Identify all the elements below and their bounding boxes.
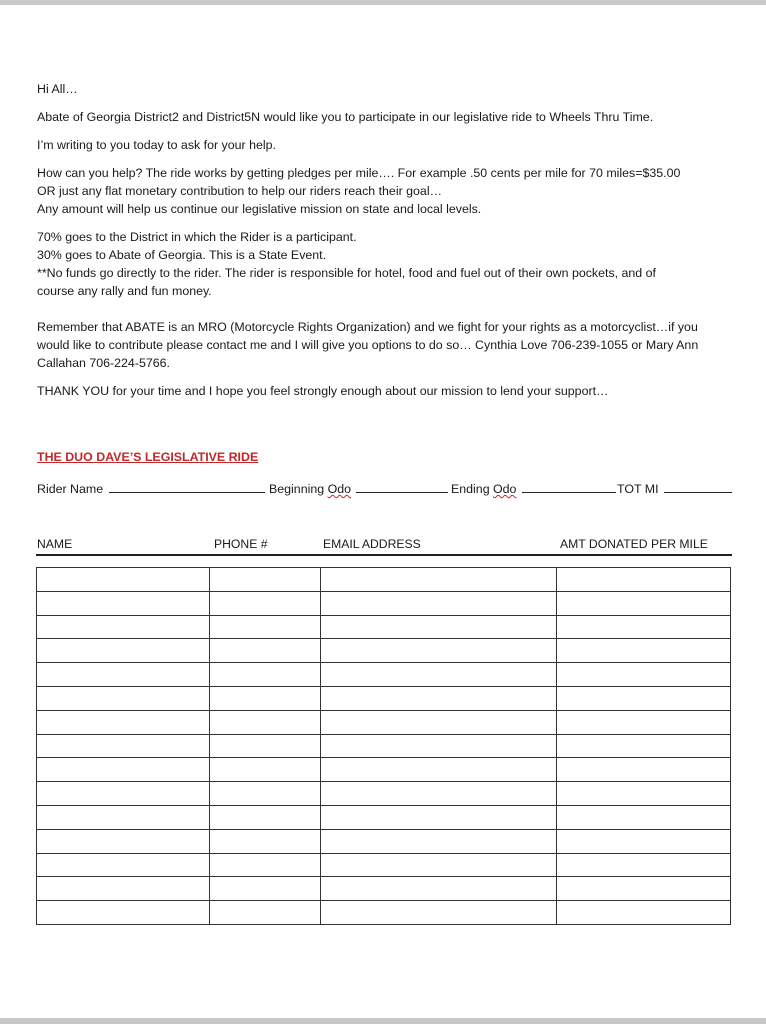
odo-word: Odo xyxy=(327,482,351,496)
amount-cell[interactable] xyxy=(556,591,730,615)
amount-cell[interactable] xyxy=(556,877,730,901)
letter-closing: THANK YOU for your time and I hope you feel strongly enough about our mission to lend your support… xyxy=(37,384,609,398)
page-bottom-border xyxy=(0,1018,766,1024)
letter-line: course any rally and fun money. xyxy=(37,284,212,298)
phone-cell[interactable] xyxy=(210,710,321,734)
letter-paragraph-5 xyxy=(37,318,737,372)
table-row xyxy=(37,686,731,710)
phone-cell[interactable] xyxy=(210,877,321,901)
letter-line: would like to contribute please contact me and I will give you options to do so… Cynthia Love 706-239-1055 or Mary Ann xyxy=(37,338,699,352)
amount-cell[interactable] xyxy=(556,805,730,829)
header-rule xyxy=(36,554,732,556)
amount-cell[interactable] xyxy=(556,853,730,877)
amount-cell[interactable] xyxy=(556,639,730,663)
table-row xyxy=(37,877,731,901)
name-cell[interactable] xyxy=(37,853,210,877)
rider-name-label: Rider Name xyxy=(37,482,104,496)
email-cell[interactable] xyxy=(320,639,556,663)
letter-line: Any amount will help us continue our legislative mission on state and local levels. xyxy=(37,202,482,216)
phone-cell[interactable] xyxy=(210,734,321,758)
email-cell[interactable] xyxy=(320,782,556,806)
beginning-odo-field[interactable] xyxy=(269,479,448,496)
rider-name-field[interactable] xyxy=(37,479,265,496)
name-cell[interactable] xyxy=(37,615,210,639)
name-cell[interactable] xyxy=(37,663,210,687)
amount-cell[interactable] xyxy=(556,758,730,782)
email-cell[interactable] xyxy=(320,663,556,687)
email-cell[interactable] xyxy=(320,734,556,758)
amount-cell[interactable] xyxy=(556,782,730,806)
column-header-amount: AMT DONATED PER MILE xyxy=(560,537,708,551)
name-cell[interactable] xyxy=(37,568,210,592)
letter-paragraph-1: Abate of Georgia District2 and District5N would like you to participate in our legislative ride to Wheels Thru Time. xyxy=(37,110,654,124)
phone-cell[interactable] xyxy=(210,639,321,663)
column-header-email: EMAIL ADDRESS xyxy=(323,537,421,551)
name-cell[interactable] xyxy=(37,829,210,853)
table-row xyxy=(37,853,731,877)
phone-cell[interactable] xyxy=(210,829,321,853)
email-cell[interactable] xyxy=(320,829,556,853)
amount-cell[interactable] xyxy=(556,568,730,592)
email-cell[interactable] xyxy=(320,591,556,615)
email-cell[interactable] xyxy=(320,568,556,592)
letter-paragraph-4 xyxy=(37,228,737,300)
name-cell[interactable] xyxy=(37,686,210,710)
letter-line: Remember that ABATE is an MRO (Motorcycle Rights Organization) and we fight for your rights as a motorcyclist…if you xyxy=(37,320,698,334)
letter-line: OR just any flat monetary contribution to help our riders reach their goal… xyxy=(37,184,442,198)
amount-cell[interactable] xyxy=(556,710,730,734)
name-cell[interactable] xyxy=(37,758,210,782)
table-row xyxy=(37,829,731,853)
email-cell[interactable] xyxy=(320,686,556,710)
amount-cell[interactable] xyxy=(556,686,730,710)
letter-line: 30% goes to Abate of Georgia. This is a State Event. xyxy=(37,248,327,262)
phone-cell[interactable] xyxy=(210,901,321,925)
table-row xyxy=(37,591,731,615)
table-row xyxy=(37,805,731,829)
table-row xyxy=(37,782,731,806)
letter-line: How can you help? The ride works by getting pledges per mile…. For example .50 cents per mile for 70 miles=$35.00 xyxy=(37,166,681,180)
pledge-table xyxy=(36,567,731,925)
amount-cell[interactable] xyxy=(556,663,730,687)
name-cell[interactable] xyxy=(37,805,210,829)
phone-cell[interactable] xyxy=(210,663,321,687)
rider-name-blank[interactable] xyxy=(109,479,265,493)
amount-cell[interactable] xyxy=(556,829,730,853)
phone-cell[interactable] xyxy=(210,615,321,639)
amount-cell[interactable] xyxy=(556,734,730,758)
odo-word: Odo xyxy=(493,482,517,496)
letter-body xyxy=(37,80,737,400)
amount-cell[interactable] xyxy=(556,901,730,925)
name-cell[interactable] xyxy=(37,901,210,925)
letter-paragraph-3 xyxy=(37,164,737,218)
name-cell[interactable] xyxy=(37,782,210,806)
name-cell[interactable] xyxy=(37,710,210,734)
phone-cell[interactable] xyxy=(210,853,321,877)
name-cell[interactable] xyxy=(37,734,210,758)
table-row xyxy=(37,639,731,663)
ending-odo-blank[interactable] xyxy=(522,479,616,493)
email-cell[interactable] xyxy=(320,758,556,782)
ending-odo-label: Ending xyxy=(451,482,494,496)
rider-info-row xyxy=(37,479,737,499)
letter-line: Callahan 706-224-5766. xyxy=(37,356,170,370)
total-miles-field[interactable] xyxy=(617,479,732,496)
greeting: Hi All… xyxy=(37,82,78,96)
table-row xyxy=(37,710,731,734)
total-miles-blank[interactable] xyxy=(664,479,732,493)
email-cell[interactable] xyxy=(320,901,556,925)
email-cell[interactable] xyxy=(320,615,556,639)
name-cell[interactable] xyxy=(37,639,210,663)
phone-cell[interactable] xyxy=(210,686,321,710)
column-header-name: NAME xyxy=(37,537,73,551)
phone-cell[interactable] xyxy=(210,805,321,829)
email-cell[interactable] xyxy=(320,710,556,734)
name-cell[interactable] xyxy=(37,591,210,615)
ending-odo-field[interactable] xyxy=(451,479,616,496)
table-row xyxy=(37,758,731,782)
email-cell[interactable] xyxy=(320,877,556,901)
beginning-odo-blank[interactable] xyxy=(356,479,448,493)
email-cell[interactable] xyxy=(320,853,556,877)
phone-cell[interactable] xyxy=(210,782,321,806)
table-row xyxy=(37,901,731,925)
name-cell[interactable] xyxy=(37,877,210,901)
email-cell[interactable] xyxy=(320,805,556,829)
phone-cell[interactable] xyxy=(210,758,321,782)
table-row xyxy=(37,568,731,592)
form-title: THE DUO DAVE’S LEGISLATIVE RIDE xyxy=(37,450,259,464)
page-top-border xyxy=(0,0,766,5)
table-row xyxy=(37,663,731,687)
phone-cell[interactable] xyxy=(210,591,321,615)
letter-paragraph-2: I’m writing to you today to ask for your help. xyxy=(37,138,276,152)
letter-line: **No funds go directly to the rider. The rider is responsible for hotel, food and fuel out of their own pockets, and of xyxy=(37,266,656,280)
table-row xyxy=(37,734,731,758)
letter-line: 70% goes to the District in which the Rider is a participant. xyxy=(37,230,357,244)
phone-cell[interactable] xyxy=(210,568,321,592)
beginning-odo-label: Beginning xyxy=(269,482,328,496)
column-header-phone: PHONE # xyxy=(214,537,268,551)
amount-cell[interactable] xyxy=(556,615,730,639)
total-miles-label: TOT MI xyxy=(617,482,659,496)
table-row xyxy=(37,615,731,639)
